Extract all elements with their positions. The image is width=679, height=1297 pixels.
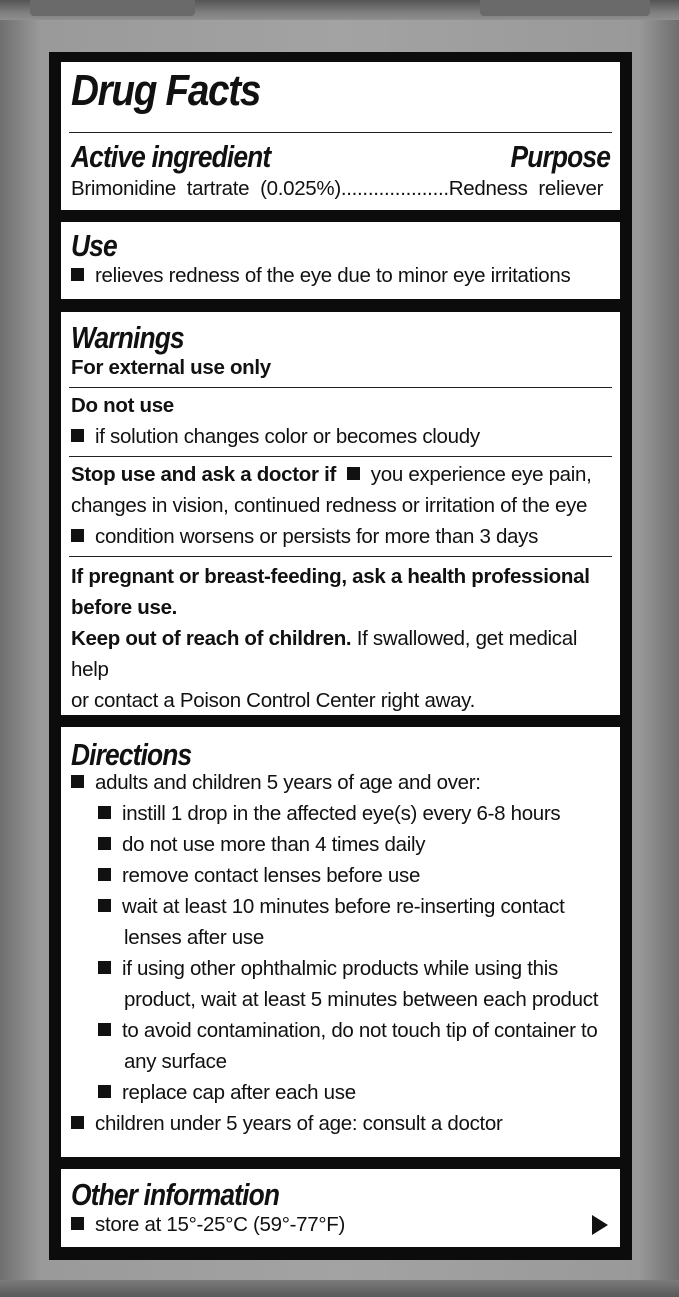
continue-arrow-icon — [592, 1215, 608, 1235]
directions-adults-text: adults and children 5 years of age and over: — [95, 771, 481, 794]
directions-item — [71, 860, 610, 891]
do-not-use-item — [71, 421, 610, 452]
directions-item — [71, 829, 610, 860]
divider — [69, 556, 612, 557]
bullet-icon — [98, 1085, 111, 1098]
directions-avoid-2: any surface — [124, 1050, 227, 1073]
directions-item — [71, 798, 610, 829]
stop-item-2 — [71, 521, 610, 552]
directions-avoid-text: to avoid contamination, do not touch tip of container to — [122, 1019, 598, 1042]
bullet-icon — [98, 899, 111, 912]
section-use — [61, 222, 620, 299]
box-top-tab-left — [30, 0, 195, 16]
swallowed-line-2: or contact a Poison Control Center right away. — [71, 689, 475, 712]
directions-heading: Directions — [71, 737, 192, 772]
divider — [69, 456, 612, 457]
directions-wait-1 — [71, 891, 610, 922]
section-warnings — [61, 312, 620, 715]
bullet-icon — [71, 1116, 84, 1129]
active-header-row — [71, 137, 610, 177]
directions-other-text: if using other ophthalmic products while using this — [122, 957, 558, 980]
directions-item-text: instill 1 drop in the affected eye(s) every 6-8 hours — [122, 802, 561, 825]
directions-replace-text: replace cap after each use — [122, 1081, 356, 1104]
stop-item-2-text: condition worsens or persists for more than 3 days — [95, 525, 539, 548]
directions-avoid-1 — [71, 1015, 610, 1046]
directions-other-2: product, wait at least 5 minutes between each product — [124, 988, 599, 1011]
bullet-icon — [71, 1217, 84, 1230]
use-item-text: relieves redness of the eye due to minor eye irritations — [95, 264, 571, 287]
keep-out-line — [71, 623, 610, 685]
warnings-heading: Warnings — [71, 320, 184, 355]
directions-item-text: remove contact lenses before use — [122, 864, 421, 887]
directions-wait-text: wait at least 10 minutes before re-inserting contact — [122, 895, 565, 918]
drug-facts-panel — [49, 52, 632, 1260]
do-not-use-item-text: if solution changes color or becomes cloudy — [95, 425, 480, 448]
section-other-information — [61, 1169, 620, 1247]
drug-facts-title: Drug Facts — [71, 66, 261, 115]
box-top-tab-right — [480, 0, 650, 16]
storage-text: store at 15°-25°C (59°-77°F) — [95, 1213, 345, 1236]
keep-out-text: Keep out of reach of children. — [71, 627, 352, 650]
directions-replace — [71, 1077, 610, 1108]
bullet-icon — [71, 429, 84, 442]
bullet-icon — [71, 529, 84, 542]
directions-wait-2: lenses after use — [124, 926, 264, 949]
directions-other-1 — [71, 953, 610, 984]
bullet-icon — [347, 467, 360, 480]
bullet-icon — [98, 806, 111, 819]
pregnant-line-1: If pregnant or breast-feeding, ask a health professional — [71, 565, 590, 588]
bullet-icon — [98, 1023, 111, 1036]
active-ingredient-heading: Active ingredient — [71, 139, 271, 174]
section-directions — [61, 727, 620, 1157]
bullet-icon — [98, 868, 111, 881]
swallowed-text-1: If swallowed, get medical help — [71, 627, 578, 681]
do-not-use-heading: Do not use — [71, 394, 174, 417]
bullet-icon — [71, 775, 84, 788]
directions-item-text: do not use more than 4 times daily — [122, 833, 426, 856]
bullet-icon — [98, 837, 111, 850]
pregnant-line-2: before use. — [71, 596, 178, 619]
divider — [69, 387, 612, 388]
other-information-heading: Other information — [71, 1177, 280, 1212]
bullet-icon — [98, 961, 111, 974]
stop-use-heading: Stop use and ask a doctor if — [71, 463, 336, 486]
directions-children-text: children under 5 years of age: consult a doctor — [95, 1112, 503, 1135]
active-ingredient-line: Brimonidine tartrate (0.025%)....................Redness reliever — [71, 177, 604, 200]
section-active-ingredient — [61, 62, 620, 210]
external-use-text: For external use only — [71, 356, 271, 379]
box-bottom-edge — [0, 1280, 679, 1297]
bullet-icon — [71, 268, 84, 281]
stop-use-line — [71, 459, 610, 490]
stop-item-1a: you experience eye pain, — [370, 463, 592, 486]
divider — [69, 132, 612, 133]
stop-item-1b: changes in vision, continued redness or irritation of the eye — [71, 494, 588, 517]
use-heading: Use — [71, 228, 117, 263]
purpose-heading: Purpose — [510, 139, 610, 174]
use-item — [71, 260, 610, 291]
directions-children — [71, 1108, 610, 1139]
